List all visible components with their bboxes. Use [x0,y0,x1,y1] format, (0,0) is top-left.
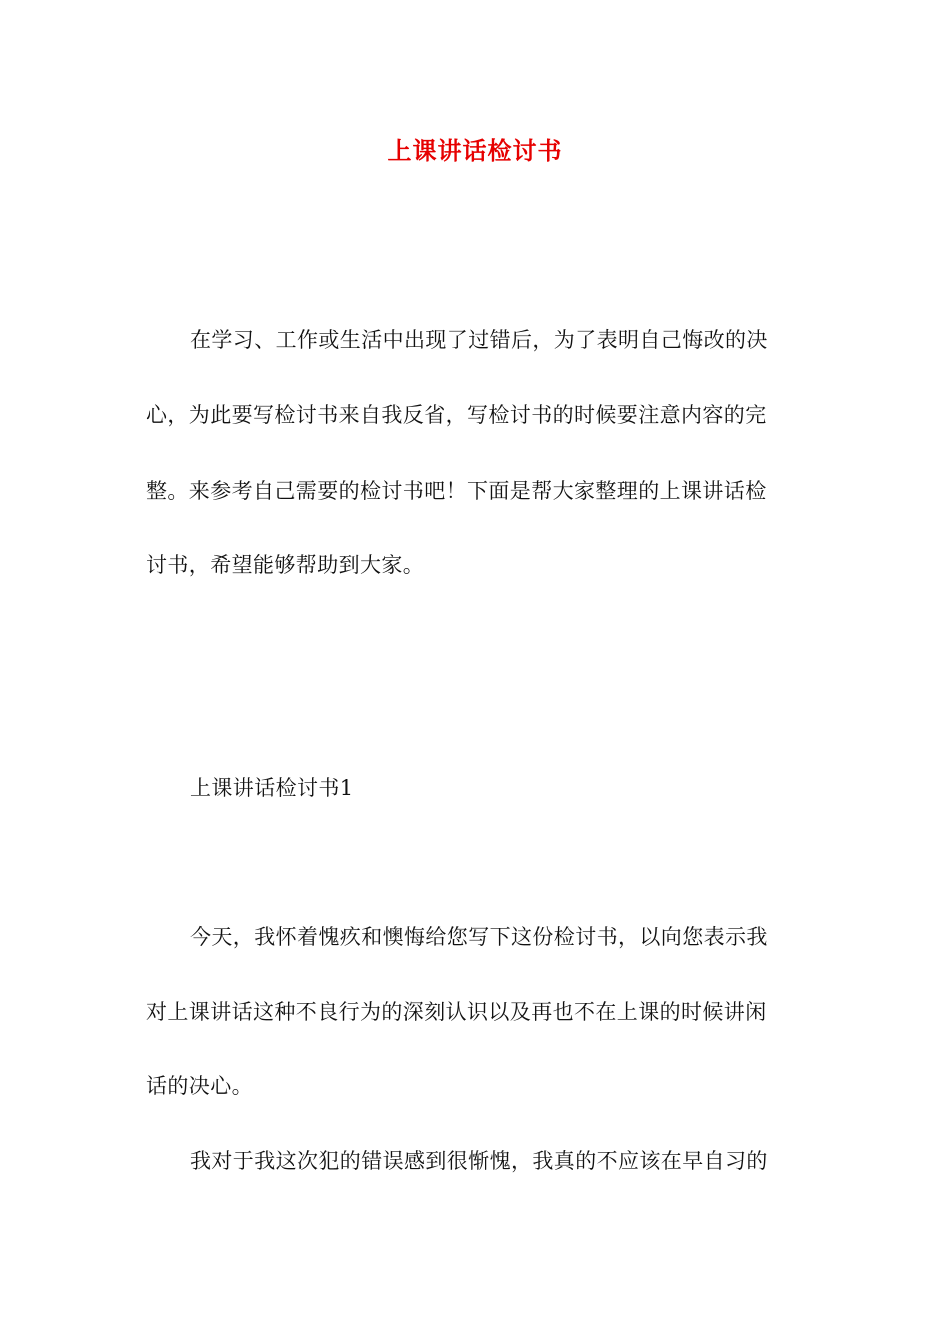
document-title: 上课讲话检讨书 [387,136,563,165]
para1-line-2: 对上课讲话这种不良行为的深刻认识以及再也不在上课的时候讲闲 [146,1000,767,1024]
intro-line-3: 整。来参考自己需要的检讨书吧！下面是帮大家整理的上课讲话检 [146,479,767,503]
intro-line-1: 在学习、工作或生活中出现了过错后，为了表明自己悔改的决 [190,328,768,352]
para2-line-1: 我对于我这次犯的错误感到很惭愧，我真的不应该在早自习的 [190,1149,768,1173]
intro-line-4: 讨书，希望能够帮助到大家。 [146,553,425,577]
para1-line-1: 今天，我怀着愧疚和懊悔给您写下这份检讨书，以向您表示我 [190,925,768,949]
section-heading: 上课讲话检讨书1 [190,776,354,800]
para1-line-3: 话的决心。 [146,1074,253,1098]
intro-line-2: 心，为此要写检讨书来自我反省，写检讨书的时候要注意内容的完 [146,403,767,427]
